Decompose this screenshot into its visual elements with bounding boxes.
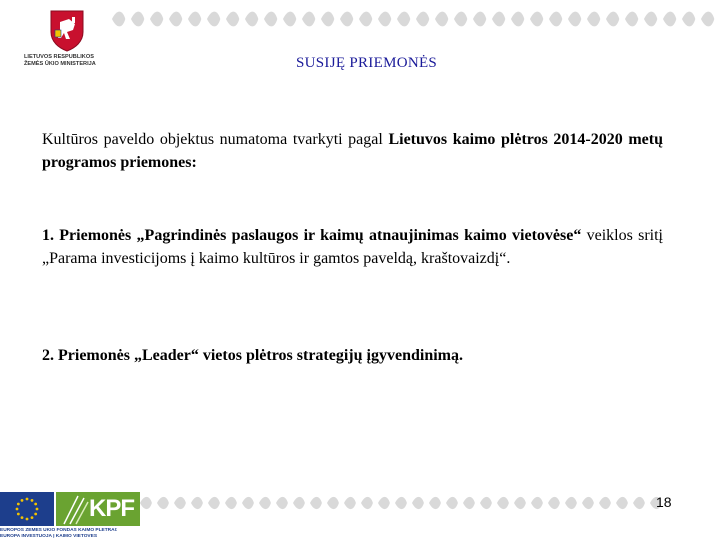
ornament-leaf xyxy=(264,12,277,27)
ornament-leaf xyxy=(530,12,543,27)
eu-star xyxy=(17,503,20,506)
eu-star xyxy=(31,516,34,519)
ornament-leaf xyxy=(682,12,695,27)
ornament-leaf xyxy=(276,497,288,509)
ornament-leaf xyxy=(361,497,373,509)
ornament-leaf xyxy=(480,497,492,509)
logo-caption-line-2: ŽEMĖS ŪKIO MINISTERIJA xyxy=(24,60,96,67)
slide-title: SUSIJĘ PRIEMONĖS xyxy=(296,55,438,71)
ornament-leaf xyxy=(327,497,339,509)
measure-2-title: 2. Priemonės „Leader“ vietos plėtros strategijų įgyvendinimą. xyxy=(42,347,463,364)
ornament-leaf xyxy=(397,12,410,27)
ornament-leaf xyxy=(663,12,676,27)
eu-star xyxy=(16,508,19,511)
ornament-leaf xyxy=(293,497,305,509)
footer-caption-line-2: EUROPA INVESTUOJA Į KAIMO VIETOVES xyxy=(0,534,98,539)
ornament-leaf xyxy=(473,12,486,27)
ornament-leaf xyxy=(378,497,390,509)
paragraph-measure-1 xyxy=(42,224,663,270)
eu-star xyxy=(34,503,37,506)
ornament-leaf xyxy=(344,497,356,509)
ornament-leaf xyxy=(599,497,611,509)
ornament-leaf xyxy=(191,497,203,509)
ornament-leaf xyxy=(157,497,169,509)
eu-star xyxy=(26,518,29,521)
ornament-leaf xyxy=(150,12,163,27)
ornament-leaf xyxy=(259,497,271,509)
kpf-label: KPF xyxy=(89,495,134,522)
intro-text: Kultūros paveldo objektus numatoma tvarkyti pagal xyxy=(42,131,389,148)
ornament-leaf xyxy=(359,12,372,27)
ornament-leaf xyxy=(582,497,594,509)
ornament-leaf xyxy=(511,12,524,27)
ornament-leaf xyxy=(395,497,407,509)
eu-star xyxy=(17,513,20,516)
ornament-leaf xyxy=(549,12,562,27)
ornament-leaf xyxy=(225,497,237,509)
ornament-leaf xyxy=(633,497,645,509)
ornament-leaf xyxy=(548,497,560,509)
top-ornament-band xyxy=(112,8,720,30)
ornament-leaf xyxy=(497,497,509,509)
eu-star xyxy=(34,513,37,516)
ornament-leaf xyxy=(245,12,258,27)
ornament-leaf xyxy=(616,497,628,509)
ornament-leaf xyxy=(340,12,353,27)
eu-star xyxy=(21,516,24,519)
page-number: 18 xyxy=(656,494,672,510)
logo-caption-line-1: LIETUVOS RESPUBLIKOS xyxy=(24,54,94,60)
ornament-leaf xyxy=(463,497,475,509)
paragraph-measure-2 xyxy=(42,344,663,367)
ornament-leaf xyxy=(531,497,543,509)
ornament-leaf xyxy=(416,12,429,27)
footer-logos xyxy=(0,492,142,540)
ornament-leaf xyxy=(625,12,638,27)
measure-1-text: veiklos sritį „Parama investicijoms į kaimo kultūros ir gamtos paveldą, kraštovaizdį“. xyxy=(42,227,664,267)
ornament-leaf xyxy=(321,12,334,27)
intro-program-name: Lietuvos kaimo plėtros 2014-2020 metų programos priemones: xyxy=(42,131,664,171)
ornament-leaf xyxy=(226,12,239,27)
ornament-leaf xyxy=(492,12,505,27)
ornament-leaf xyxy=(568,12,581,27)
ornament-leaf xyxy=(606,12,619,27)
ornament-leaf xyxy=(565,497,577,509)
ornament-leaf xyxy=(587,12,600,27)
footer-caption-line-1: EUROPOS ŽEMĖS ŪKIO FONDAS KAIMO PLĖTRAI: xyxy=(0,528,118,533)
kpf-logo xyxy=(56,492,140,526)
eu-star xyxy=(31,499,34,502)
footer-caption xyxy=(0,528,142,540)
ornament-leaf xyxy=(174,497,186,509)
ornament-leaf xyxy=(169,12,182,27)
ornament-leaf xyxy=(644,12,657,27)
ministry-logo xyxy=(22,8,112,74)
ornament-leaf xyxy=(207,12,220,27)
ornament-leaf xyxy=(446,497,458,509)
coat-of-arms-icon xyxy=(47,8,87,52)
ornament-leaf xyxy=(701,12,714,27)
ornament-leaf xyxy=(302,12,315,27)
eu-star xyxy=(36,508,39,511)
eu-flag-icon xyxy=(0,492,54,526)
ornament-leaf xyxy=(112,12,125,27)
eu-star xyxy=(26,498,29,501)
ornament-leaf xyxy=(429,497,441,509)
ornament-leaf xyxy=(208,497,220,509)
ornament-leaf xyxy=(454,12,467,27)
measure-1-title: 1. Priemonės „Pagrindinės paslaugos ir kaimų atnaujinimas kaimo vietovėse“ xyxy=(42,227,582,244)
ornament-leaf xyxy=(310,497,322,509)
eu-star xyxy=(21,499,24,502)
ornament-leaf xyxy=(514,497,526,509)
ornament-leaf xyxy=(188,12,201,27)
ornament-leaf xyxy=(378,12,391,27)
bottom-ornament-band xyxy=(140,494,660,512)
ornament-leaf xyxy=(131,12,144,27)
ornament-leaf xyxy=(435,12,448,27)
ornament-leaf xyxy=(242,497,254,509)
ornament-leaf xyxy=(283,12,296,27)
paragraph-intro xyxy=(42,128,663,174)
ornament-leaf xyxy=(412,497,424,509)
